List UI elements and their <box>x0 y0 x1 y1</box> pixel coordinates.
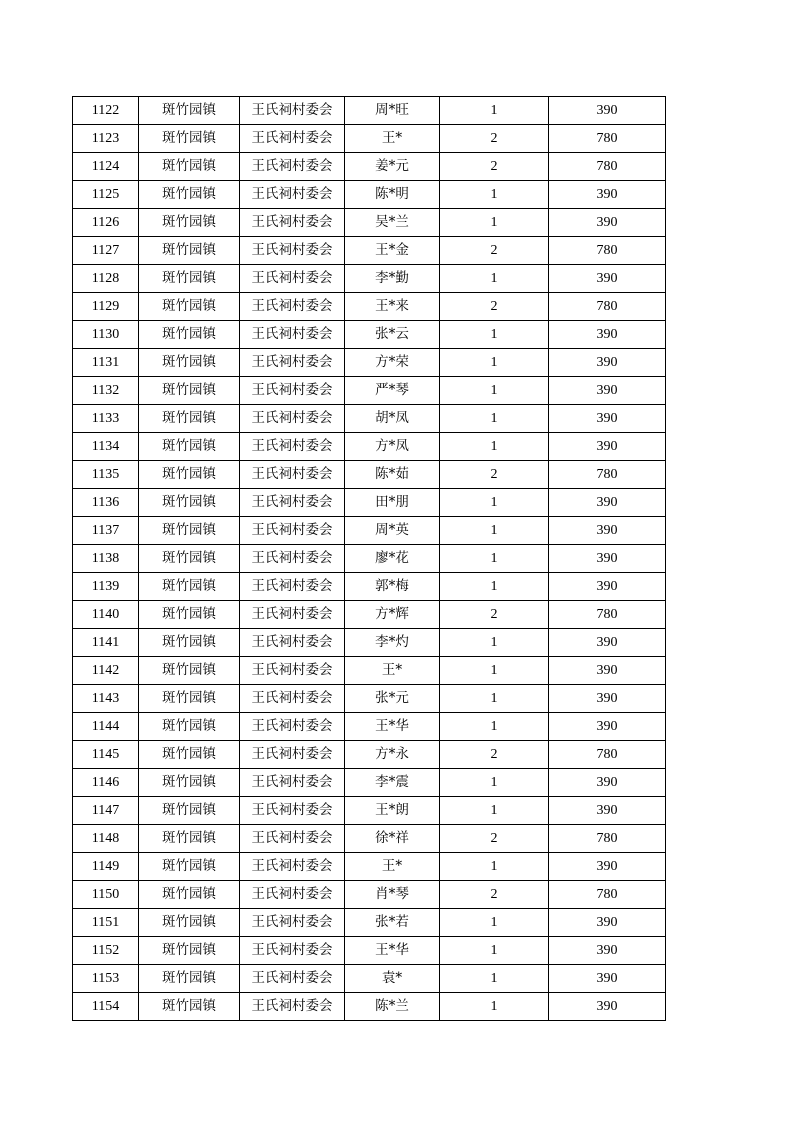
cell-amount: 390 <box>549 209 666 237</box>
cell-amount: 390 <box>549 909 666 937</box>
cell-amount: 390 <box>549 713 666 741</box>
cell-town: 斑竹园镇 <box>139 629 240 657</box>
cell-person-name: 方*凤 <box>345 433 440 461</box>
cell-amount: 780 <box>549 237 666 265</box>
cell-village-committee: 王氏祠村委会 <box>240 153 345 181</box>
cell-count: 1 <box>440 517 549 545</box>
cell-town: 斑竹园镇 <box>139 881 240 909</box>
cell-person-name: 方*辉 <box>345 601 440 629</box>
cell-town: 斑竹园镇 <box>139 489 240 517</box>
cell-serial-number: 1149 <box>73 853 139 881</box>
cell-count: 2 <box>440 741 549 769</box>
cell-person-name: 张*若 <box>345 909 440 937</box>
cell-town: 斑竹园镇 <box>139 573 240 601</box>
table-body <box>73 97 666 1021</box>
table-row <box>73 237 666 265</box>
cell-serial-number: 1134 <box>73 433 139 461</box>
cell-count: 2 <box>440 293 549 321</box>
cell-person-name: 周*旺 <box>345 97 440 125</box>
cell-town: 斑竹园镇 <box>139 321 240 349</box>
cell-amount: 390 <box>549 517 666 545</box>
cell-town: 斑竹园镇 <box>139 741 240 769</box>
cell-person-name: 王*朗 <box>345 797 440 825</box>
cell-village-committee: 王氏祠村委会 <box>240 293 345 321</box>
cell-count: 2 <box>440 153 549 181</box>
cell-amount: 390 <box>549 545 666 573</box>
cell-person-name: 陈*茹 <box>345 461 440 489</box>
cell-village-committee: 王氏祠村委会 <box>240 853 345 881</box>
table-row <box>73 909 666 937</box>
cell-person-name: 张*元 <box>345 685 440 713</box>
cell-town: 斑竹园镇 <box>139 965 240 993</box>
cell-serial-number: 1141 <box>73 629 139 657</box>
cell-person-name: 吴*兰 <box>345 209 440 237</box>
cell-serial-number: 1133 <box>73 405 139 433</box>
table-row <box>73 181 666 209</box>
cell-amount: 780 <box>549 881 666 909</box>
cell-town: 斑竹园镇 <box>139 853 240 881</box>
cell-amount: 390 <box>549 377 666 405</box>
cell-village-committee: 王氏祠村委会 <box>240 993 345 1021</box>
cell-person-name: 田*朋 <box>345 489 440 517</box>
cell-count: 1 <box>440 405 549 433</box>
cell-amount: 390 <box>549 573 666 601</box>
cell-serial-number: 1131 <box>73 349 139 377</box>
cell-village-committee: 王氏祠村委会 <box>240 573 345 601</box>
cell-serial-number: 1150 <box>73 881 139 909</box>
cell-village-committee: 王氏祠村委会 <box>240 741 345 769</box>
cell-village-committee: 王氏祠村委会 <box>240 349 345 377</box>
cell-amount: 390 <box>549 405 666 433</box>
cell-village-committee: 王氏祠村委会 <box>240 685 345 713</box>
cell-person-name: 廖*花 <box>345 545 440 573</box>
cell-count: 2 <box>440 461 549 489</box>
cell-serial-number: 1137 <box>73 517 139 545</box>
cell-serial-number: 1127 <box>73 237 139 265</box>
cell-count: 1 <box>440 377 549 405</box>
cell-person-name: 李*震 <box>345 769 440 797</box>
cell-serial-number: 1132 <box>73 377 139 405</box>
table-row <box>73 741 666 769</box>
table-row <box>73 293 666 321</box>
table-row <box>73 265 666 293</box>
cell-person-name: 袁* <box>345 965 440 993</box>
cell-person-name: 姜*元 <box>345 153 440 181</box>
cell-village-committee: 王氏祠村委会 <box>240 433 345 461</box>
cell-town: 斑竹园镇 <box>139 181 240 209</box>
cell-town: 斑竹园镇 <box>139 517 240 545</box>
table-row <box>73 713 666 741</box>
cell-count: 1 <box>440 209 549 237</box>
cell-count: 1 <box>440 545 549 573</box>
cell-village-committee: 王氏祠村委会 <box>240 181 345 209</box>
cell-amount: 390 <box>549 433 666 461</box>
cell-town: 斑竹园镇 <box>139 377 240 405</box>
cell-person-name: 陈*明 <box>345 181 440 209</box>
cell-amount: 390 <box>549 797 666 825</box>
cell-person-name: 张*云 <box>345 321 440 349</box>
cell-amount: 390 <box>549 265 666 293</box>
cell-serial-number: 1144 <box>73 713 139 741</box>
cell-amount: 780 <box>549 741 666 769</box>
table-row <box>73 461 666 489</box>
cell-person-name: 严*琴 <box>345 377 440 405</box>
cell-person-name: 王*华 <box>345 937 440 965</box>
cell-count: 2 <box>440 125 549 153</box>
table-row <box>73 545 666 573</box>
cell-village-committee: 王氏祠村委会 <box>240 237 345 265</box>
cell-town: 斑竹园镇 <box>139 825 240 853</box>
table-row <box>73 153 666 181</box>
cell-amount: 390 <box>549 181 666 209</box>
cell-town: 斑竹园镇 <box>139 713 240 741</box>
cell-town: 斑竹园镇 <box>139 125 240 153</box>
table-row <box>73 321 666 349</box>
cell-count: 1 <box>440 909 549 937</box>
cell-count: 1 <box>440 97 549 125</box>
cell-town: 斑竹园镇 <box>139 433 240 461</box>
cell-serial-number: 1130 <box>73 321 139 349</box>
cell-count: 1 <box>440 629 549 657</box>
cell-village-committee: 王氏祠村委会 <box>240 657 345 685</box>
cell-person-name: 徐*祥 <box>345 825 440 853</box>
cell-count: 2 <box>440 881 549 909</box>
table-row <box>73 825 666 853</box>
cell-count: 1 <box>440 769 549 797</box>
cell-person-name: 王*金 <box>345 237 440 265</box>
cell-village-committee: 王氏祠村委会 <box>240 601 345 629</box>
cell-amount: 390 <box>549 685 666 713</box>
table-row <box>73 433 666 461</box>
cell-count: 1 <box>440 489 549 517</box>
cell-amount: 780 <box>549 825 666 853</box>
cell-village-committee: 王氏祠村委会 <box>240 265 345 293</box>
table-row <box>73 657 666 685</box>
cell-village-committee: 王氏祠村委会 <box>240 97 345 125</box>
cell-count: 2 <box>440 601 549 629</box>
cell-serial-number: 1126 <box>73 209 139 237</box>
cell-amount: 780 <box>549 293 666 321</box>
cell-serial-number: 1139 <box>73 573 139 601</box>
table-row <box>73 573 666 601</box>
cell-village-committee: 王氏祠村委会 <box>240 881 345 909</box>
cell-town: 斑竹园镇 <box>139 769 240 797</box>
cell-serial-number: 1148 <box>73 825 139 853</box>
cell-serial-number: 1138 <box>73 545 139 573</box>
cell-village-committee: 王氏祠村委会 <box>240 909 345 937</box>
cell-count: 2 <box>440 825 549 853</box>
table-row <box>73 349 666 377</box>
cell-amount: 390 <box>549 629 666 657</box>
table-row <box>73 965 666 993</box>
cell-serial-number: 1128 <box>73 265 139 293</box>
cell-serial-number: 1145 <box>73 741 139 769</box>
cell-count: 1 <box>440 433 549 461</box>
cell-count: 1 <box>440 181 549 209</box>
cell-amount: 390 <box>549 349 666 377</box>
cell-village-committee: 王氏祠村委会 <box>240 965 345 993</box>
cell-town: 斑竹园镇 <box>139 937 240 965</box>
cell-serial-number: 1124 <box>73 153 139 181</box>
cell-serial-number: 1135 <box>73 461 139 489</box>
cell-village-committee: 王氏祠村委会 <box>240 937 345 965</box>
cell-village-committee: 王氏祠村委会 <box>240 209 345 237</box>
cell-count: 2 <box>440 237 549 265</box>
cell-amount: 390 <box>549 937 666 965</box>
table-row <box>73 685 666 713</box>
cell-village-committee: 王氏祠村委会 <box>240 125 345 153</box>
cell-person-name: 王* <box>345 853 440 881</box>
table-row <box>73 97 666 125</box>
cell-town: 斑竹园镇 <box>139 405 240 433</box>
cell-serial-number: 1152 <box>73 937 139 965</box>
cell-village-committee: 王氏祠村委会 <box>240 713 345 741</box>
cell-town: 斑竹园镇 <box>139 97 240 125</box>
table-row <box>73 881 666 909</box>
table-row <box>73 769 666 797</box>
table-row <box>73 629 666 657</box>
cell-serial-number: 1123 <box>73 125 139 153</box>
table-row <box>73 517 666 545</box>
cell-village-committee: 王氏祠村委会 <box>240 545 345 573</box>
cell-serial-number: 1136 <box>73 489 139 517</box>
cell-person-name: 陈*兰 <box>345 993 440 1021</box>
table-row <box>73 209 666 237</box>
cell-amount: 390 <box>549 321 666 349</box>
cell-serial-number: 1151 <box>73 909 139 937</box>
table-row <box>73 853 666 881</box>
cell-person-name: 郭*梅 <box>345 573 440 601</box>
cell-town: 斑竹园镇 <box>139 601 240 629</box>
cell-count: 1 <box>440 349 549 377</box>
cell-village-committee: 王氏祠村委会 <box>240 769 345 797</box>
cell-town: 斑竹园镇 <box>139 209 240 237</box>
table-row <box>73 797 666 825</box>
cell-amount: 390 <box>549 489 666 517</box>
cell-village-committee: 王氏祠村委会 <box>240 629 345 657</box>
table-row <box>73 377 666 405</box>
cell-town: 斑竹园镇 <box>139 265 240 293</box>
cell-village-committee: 王氏祠村委会 <box>240 377 345 405</box>
cell-person-name: 方*永 <box>345 741 440 769</box>
cell-amount: 390 <box>549 769 666 797</box>
cell-village-committee: 王氏祠村委会 <box>240 461 345 489</box>
cell-count: 1 <box>440 657 549 685</box>
cell-serial-number: 1140 <box>73 601 139 629</box>
cell-person-name: 方*荣 <box>345 349 440 377</box>
cell-amount: 390 <box>549 853 666 881</box>
cell-amount: 780 <box>549 125 666 153</box>
table-row <box>73 993 666 1021</box>
cell-town: 斑竹园镇 <box>139 545 240 573</box>
cell-town: 斑竹园镇 <box>139 657 240 685</box>
cell-town: 斑竹园镇 <box>139 685 240 713</box>
cell-person-name: 王* <box>345 657 440 685</box>
cell-serial-number: 1154 <box>73 993 139 1021</box>
cell-town: 斑竹园镇 <box>139 349 240 377</box>
cell-amount: 390 <box>549 657 666 685</box>
cell-village-committee: 王氏祠村委会 <box>240 825 345 853</box>
cell-serial-number: 1122 <box>73 97 139 125</box>
cell-village-committee: 王氏祠村委会 <box>240 517 345 545</box>
cell-amount: 780 <box>549 153 666 181</box>
cell-amount: 390 <box>549 965 666 993</box>
cell-count: 1 <box>440 993 549 1021</box>
cell-person-name: 肖*琴 <box>345 881 440 909</box>
cell-amount: 390 <box>549 97 666 125</box>
cell-count: 1 <box>440 797 549 825</box>
table-row <box>73 489 666 517</box>
cell-serial-number: 1147 <box>73 797 139 825</box>
cell-serial-number: 1142 <box>73 657 139 685</box>
cell-serial-number: 1153 <box>73 965 139 993</box>
cell-count: 1 <box>440 265 549 293</box>
cell-serial-number: 1129 <box>73 293 139 321</box>
cell-village-committee: 王氏祠村委会 <box>240 321 345 349</box>
cell-serial-number: 1143 <box>73 685 139 713</box>
cell-person-name: 李*灼 <box>345 629 440 657</box>
table-row <box>73 601 666 629</box>
cell-town: 斑竹园镇 <box>139 237 240 265</box>
cell-village-committee: 王氏祠村委会 <box>240 797 345 825</box>
cell-count: 1 <box>440 573 549 601</box>
cell-town: 斑竹园镇 <box>139 993 240 1021</box>
cell-town: 斑竹园镇 <box>139 293 240 321</box>
table-row <box>73 405 666 433</box>
cell-count: 1 <box>440 713 549 741</box>
cell-person-name: 李*勤 <box>345 265 440 293</box>
cell-village-committee: 王氏祠村委会 <box>240 405 345 433</box>
cell-amount: 780 <box>549 461 666 489</box>
cell-village-committee: 王氏祠村委会 <box>240 489 345 517</box>
cell-count: 1 <box>440 321 549 349</box>
cell-amount: 780 <box>549 601 666 629</box>
cell-amount: 390 <box>549 993 666 1021</box>
cell-town: 斑竹园镇 <box>139 797 240 825</box>
cell-town: 斑竹园镇 <box>139 909 240 937</box>
table-row <box>73 125 666 153</box>
cell-person-name: 周*英 <box>345 517 440 545</box>
cell-serial-number: 1125 <box>73 181 139 209</box>
cell-town: 斑竹园镇 <box>139 461 240 489</box>
cell-person-name: 胡*凤 <box>345 405 440 433</box>
cell-count: 1 <box>440 937 549 965</box>
cell-count: 1 <box>440 965 549 993</box>
subsidy-table <box>72 96 666 1021</box>
cell-person-name: 王* <box>345 125 440 153</box>
cell-person-name: 王*来 <box>345 293 440 321</box>
cell-count: 1 <box>440 685 549 713</box>
table-row <box>73 937 666 965</box>
cell-count: 1 <box>440 853 549 881</box>
cell-serial-number: 1146 <box>73 769 139 797</box>
cell-town: 斑竹园镇 <box>139 153 240 181</box>
cell-person-name: 王*华 <box>345 713 440 741</box>
